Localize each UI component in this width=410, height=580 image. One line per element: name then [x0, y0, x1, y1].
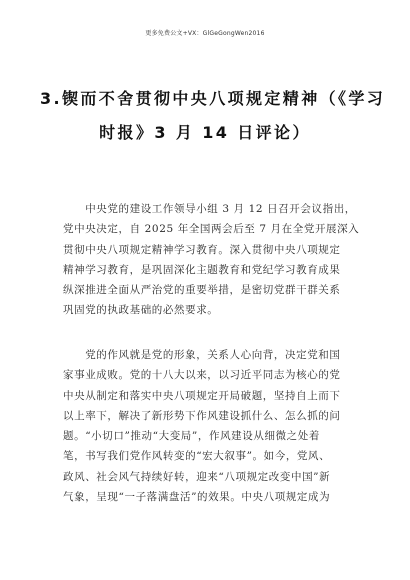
paragraph-line: 家事业成败。党的十八大以来，以习近平同志为核心的党 [63, 369, 341, 382]
paragraph-line: 题。“小切口”推动“大变局”，作风建设从细微之处着 [63, 430, 320, 443]
paragraph-line: 气象，呈现“一子落满盘活”的效果。中央八项规定成为 [63, 491, 331, 504]
paragraph-line: 党中央决定，自 2025 年全国两会后至 7 月在全党开展深入 [63, 223, 360, 236]
paragraph-line: 中央从制定和落实中央八项规定开局破题，坚持自上而下 [63, 389, 341, 402]
paragraph-1 [63, 199, 363, 321]
article-title-line-2: 时报》3 月 14 日评论） [99, 123, 311, 142]
paragraph-2 [63, 345, 363, 507]
paragraph-line: 党的作风就是党的形象，关系人心向背，决定党和国 [63, 349, 341, 361]
paragraph-line: 巩固党的执政基础的必然要求。 [63, 304, 219, 317]
paragraph-line: 贯彻中央八项规定精神学习教育。深入贯彻中央八项规定 [63, 243, 341, 256]
paragraph-line: 精神学习教育，是巩固深化主题教育和党纪学习教育成果 [63, 263, 341, 276]
paragraph-line: 以上率下，解决了新形势下作风建设抓什么、怎么抓的问 [63, 409, 341, 422]
paragraph-line: 纵深推进全面从严治党的重要举措，是密切党群干群关系 [63, 284, 341, 297]
paragraph-line: 笔，书写我们党作风转变的“宏大叙事”。如今，党风、 [63, 450, 331, 463]
paragraph-line: 中央党的建设工作领导小组 3 月 12 日召开会议指出， [63, 203, 356, 215]
header-watermark: 更多免费公文+VX：GlGeGongWen2016 [145, 30, 265, 37]
paragraph-line: 政风、社会风气持续好转，迎来“八项规定改变中国”新 [63, 470, 331, 483]
article-title-line-1: 3.锲而不舍贯彻中央八项规定精神（《学习 [40, 89, 386, 108]
